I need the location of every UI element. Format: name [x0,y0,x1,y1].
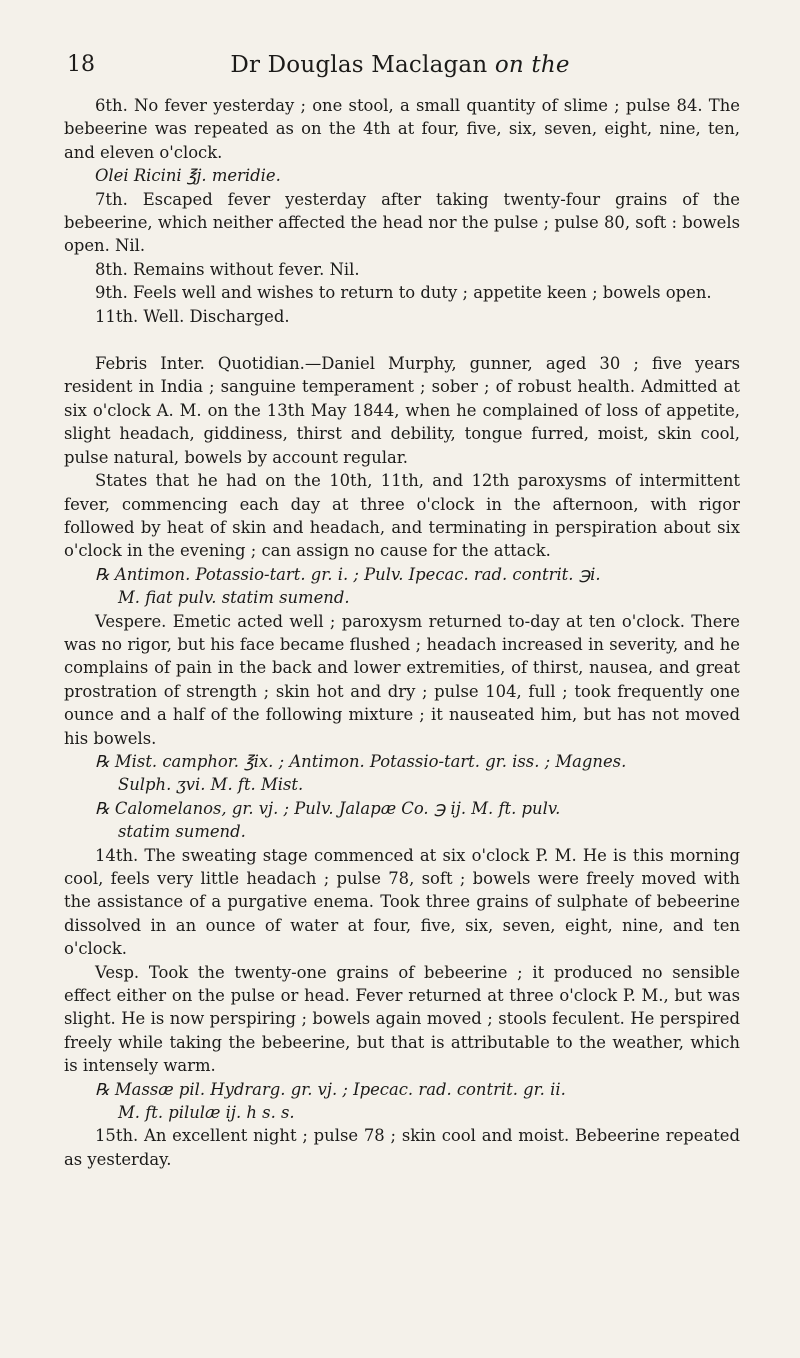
prescription-calomelanos: ℞ Calomelanos, gr. vj. ; Pulv. Jalapæ Co. ℈ ij. M. ft. pulv. [95,798,561,818]
page-number: 18 [67,52,95,77]
prescription-antimon-directions: M. fiat pulv. statim sumend. [118,588,350,608]
prescription-antimon: ℞ Antimon. Potassio-tart. gr. i. ; Pulv. Ipecac. rad. contrit. ℈i. [95,564,601,584]
prescription-calomelanos-directions: statim sumend. [118,822,246,842]
paragraph-15th: 15th. An excellent night ; pulse 78 ; skin cool and moist. Bebeerine repeated as yesterday. [64,1126,740,1169]
prescription-massae-pil: ℞ Massæ pil. Hydrarg. gr. vj. ; Ipecac. rad. contrit. gr. ii. [95,1079,566,1099]
page-body [64,94,740,1171]
paragraph-11th: 11th. Well. Discharged. [95,306,290,326]
paragraph-14th: 14th. The sweating stage commenced at six o'clock P. M. He is this morning cool, feels very little headach ; pulse 78, soft ; bowels were freely moved with the assistance of a purgative enema. Took three grains of sulphate of bebeerine dissolved in an ounce of water at four, five, six, seven, eight, nine, and ten o'clock. [64,845,740,959]
prescription-mist-camphor: ℞ Mist. camphor. ℥ix. ; Antimon. Potassio-tart. gr. iss. ; Magnes. [95,751,627,771]
paragraph-8th: 8th. Remains without fever. Nil. [95,259,360,279]
prescription-olei-ricini: Olei Ricini ℥j. meridie. [95,166,281,186]
prescription-mist-camphor-cont: Sulph. ʒvi. M. ft. Mist. [118,775,304,795]
running-head-author: Dr Douglas Maclagan [230,52,488,78]
paragraph-9th: 9th. Feels well and wishes to return to duty ; appetite keen ; bowels open. [95,283,712,303]
running-head [0,52,800,78]
case-heading-paragraph: Febris Inter. Quotidian.—Daniel Murphy, gunner, aged 30 ; five years resident in India ; sanguine temperament ; sober ; of robust health. Admitted at six o'clock A. M. on the 13th May 1844, when he complained of loss of appetite, slight headach, giddiness, thirst and debility, tongue furred, moist, skin cool, pulse natural, bowels by account regular. [64,354,740,467]
paragraph-vesp: Vesp. Took the twenty-one grains of bebeerine ; it produced no sensible effect either on the pulse or head. Fever returned at three o'clock P. M., but was slight. He is now perspiring ; bowels again moved ; stools feculent. He perspired freely while taking the bebeerine, but that is attributable to the weather, which is intensely warm. [64,962,740,1076]
prescription-pilulae: M. ft. pilulæ ij. h s. s. [118,1103,295,1123]
paragraph-6th: 6th. No fever yesterday ; one stool, a small quantity of slime ; pulse 84. The bebeerine was repeated as on the 4th at four, five, six, seven, eight, nine, ten, and eleven o'clock. [64,96,740,162]
running-head-italic: on the [494,52,570,78]
paragraph-7th: 7th. Escaped fever yesterday after taking twenty-four grains of the bebeerine, which neither affected the head nor the pulse ; pulse 80, soft : bowels open. Nil. [64,189,740,256]
paragraph-vespere: Vespere. Emetic acted well ; paroxysm returned to-day at ten o'clock. There was no rigor, but his face became flushed ; headach increased in severity, and he complains of pain in the back and lower extremities, of thirst, nausea, and great prostration of strength ; skin hot and dry ; pulse 104, full ; took frequently one ounce and a half of the following mixture ; it nauseated him, but has not moved his bowels. [64,611,740,748]
section-gap [64,328,740,352]
page-header [0,52,800,86]
paragraph-states: States that he had on the 10th, 11th, and 12th paroxysms of intermittent fever, commencing each day at three o'clock in the afternoon, with rigor followed by heat of skin and headach, and terminating in perspiration about six o'clock in the evening ; can assign no cause for the attack. [64,471,740,561]
